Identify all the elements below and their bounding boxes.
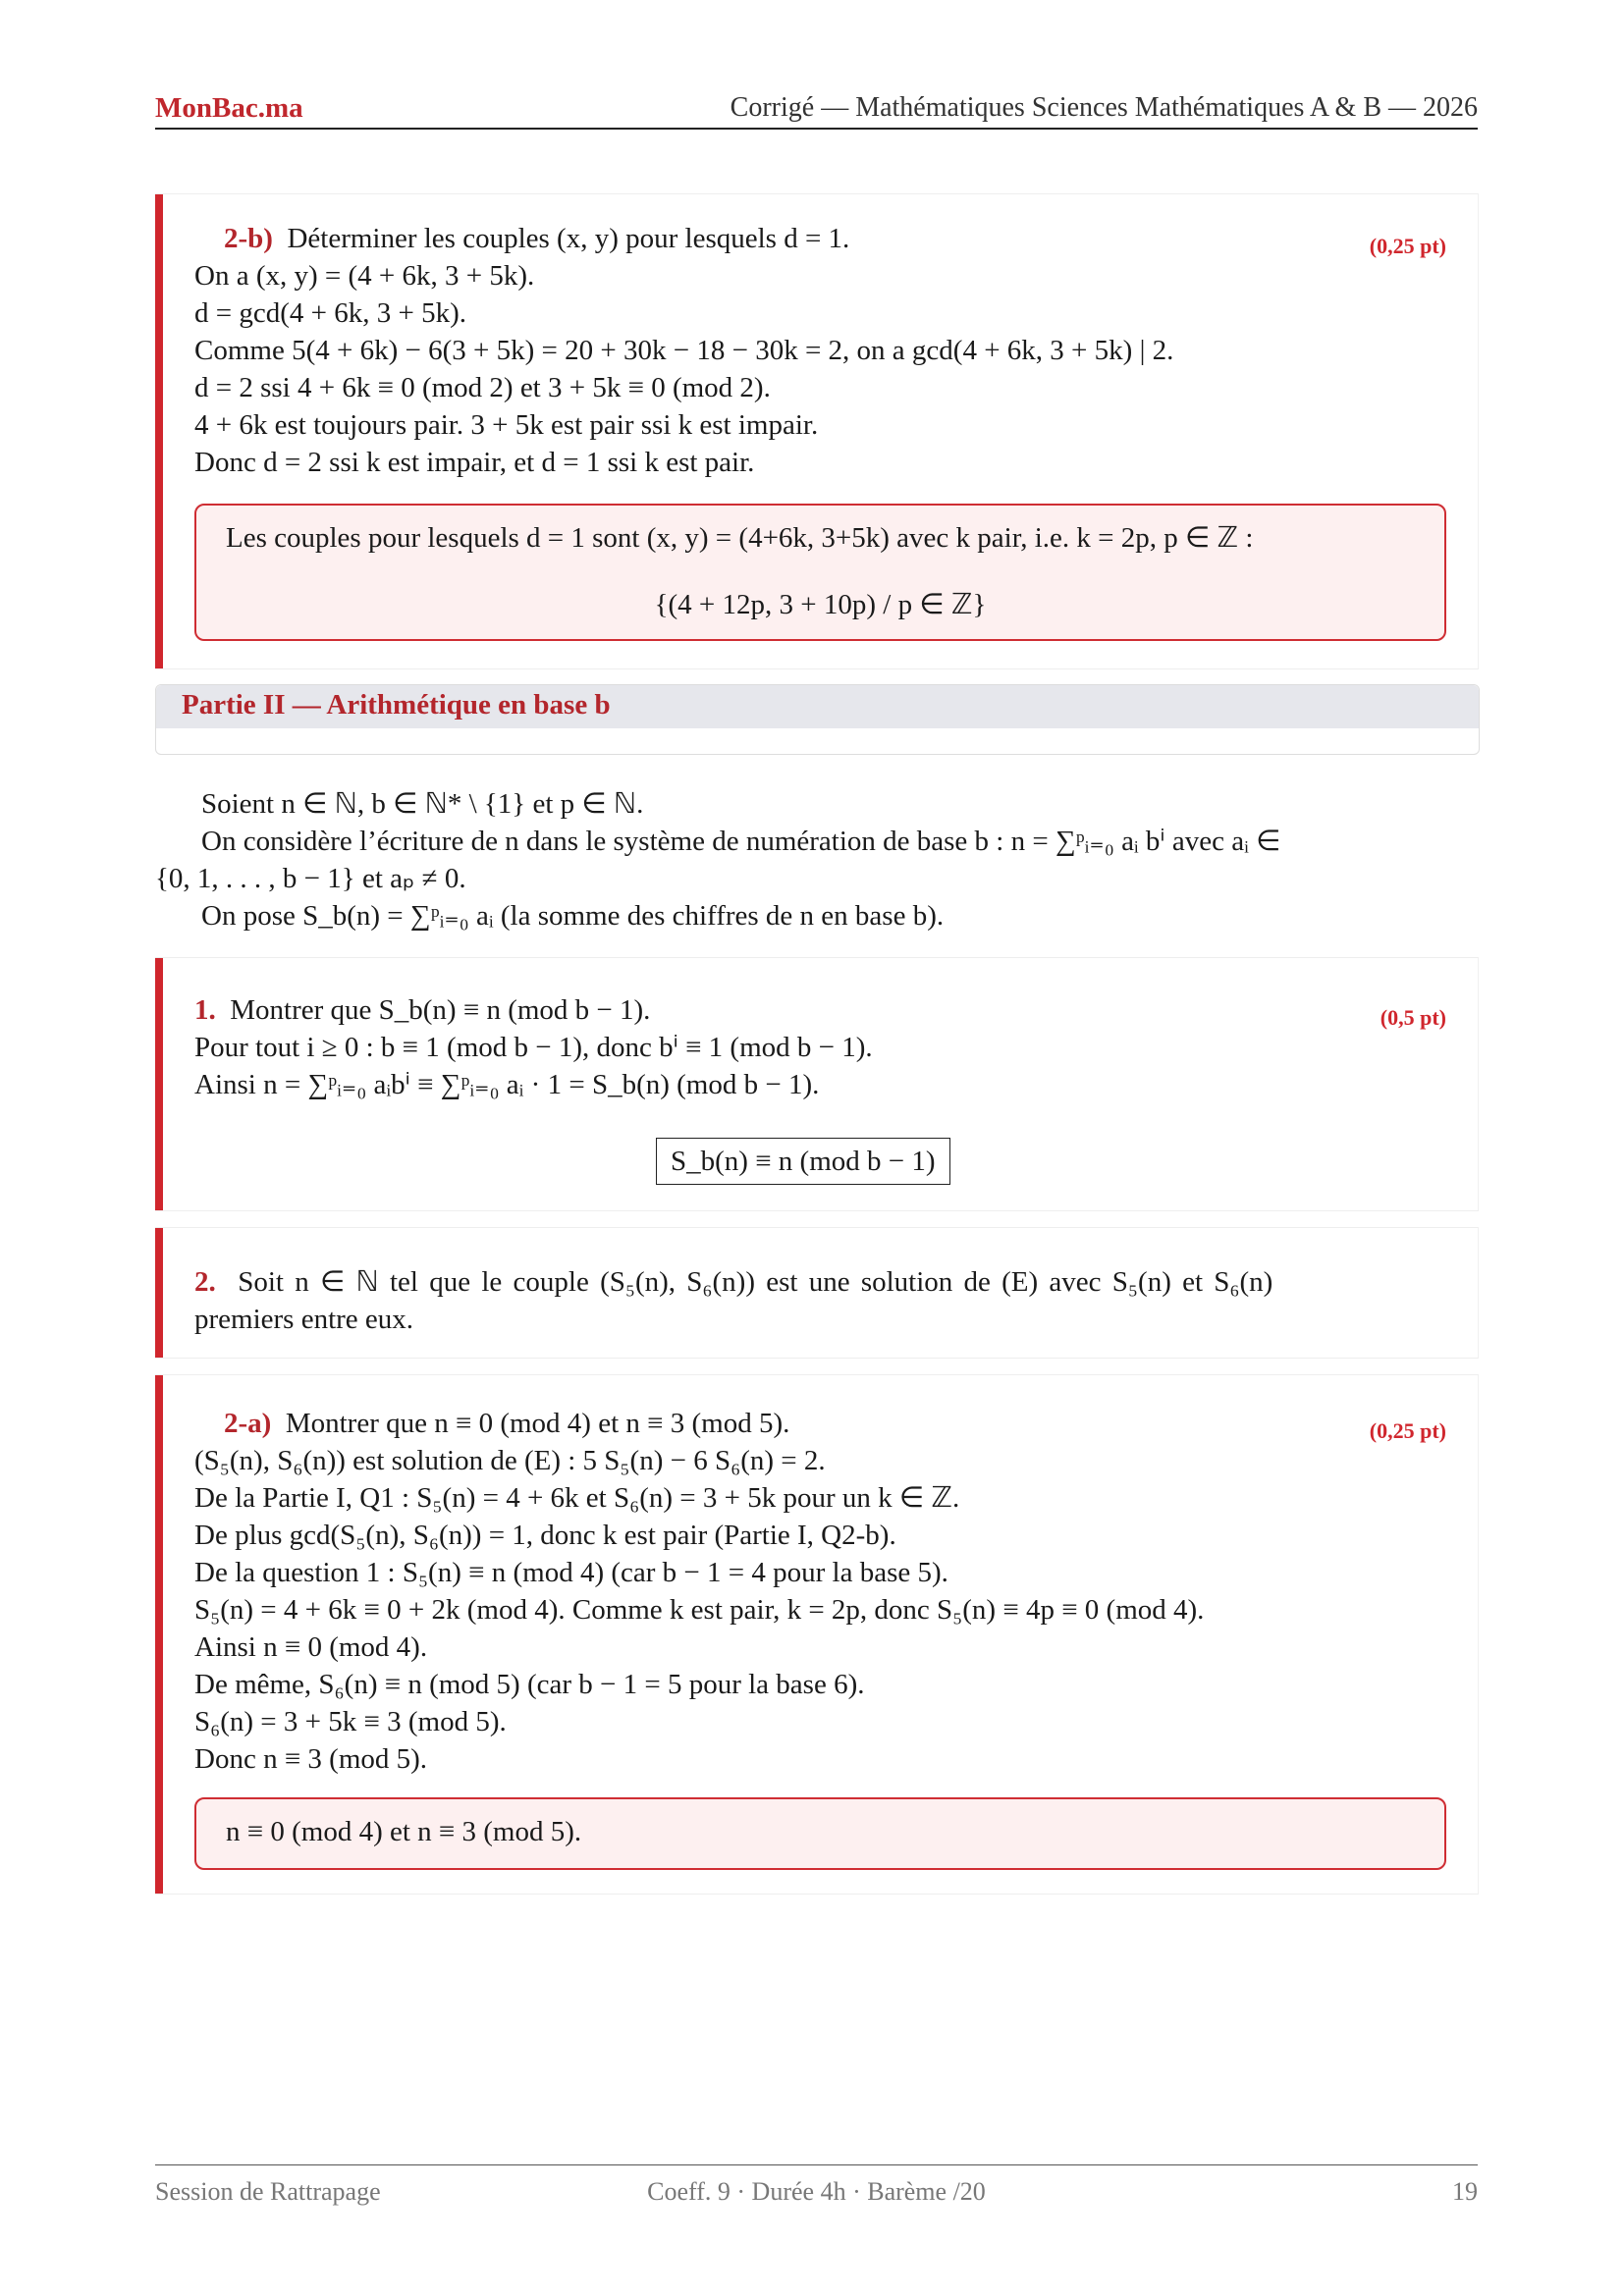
question-label: 2-a) xyxy=(224,1408,272,1439)
result-line: n ≡ 0 (mod 4) et n ≡ 3 (mod 5). xyxy=(226,1816,582,1847)
intro-line: {0, 1, . . . , b − 1} et aₚ ≠ 0. xyxy=(155,863,466,894)
points-badge: (0,5 pt) xyxy=(1380,1005,1446,1030)
accent-bar xyxy=(155,958,163,1210)
question-statement: Montrer que n ≡ 0 (mod 4) et n ≡ 3 (mod 5). xyxy=(285,1408,790,1439)
question-2b-heading xyxy=(224,220,849,257)
question-label: 2-b) xyxy=(224,223,273,254)
answer-line: De la Partie I, Q1 : S₅(n) = 4 + 6k et S₆(n) = 3 + 5k pour un k ∈ ℤ. xyxy=(194,1482,960,1514)
answer-line: De la question 1 : S₅(n) ≡ n (mod 4) (car b − 1 = 4 pour la base 5). xyxy=(194,1557,948,1588)
answer-line: Pour tout i ≥ 0 : b ≡ 1 (mod b − 1), donc bⁱ ≡ 1 (mod b − 1). xyxy=(194,1032,873,1063)
footer-info: Coeff. 9 · Durée 4h · Barème /20 xyxy=(647,2177,986,2206)
question-2-block xyxy=(155,1227,1479,1359)
page-number: 19 xyxy=(1452,2177,1478,2206)
answer-line: Ainsi n ≡ 0 (mod 4). xyxy=(194,1631,428,1663)
question-2-heading xyxy=(194,1263,1272,1301)
answer-line: On a (x, y) = (4 + 6k, 3 + 5k). xyxy=(194,260,535,292)
answer-line: De même, S₆(n) ≡ n (mod 5) (car b − 1 = 5 pour la base 6). xyxy=(194,1669,865,1700)
accent-bar xyxy=(155,194,163,668)
question-1-block xyxy=(155,957,1479,1211)
header-subject: Corrigé — Mathématiques Sciences Mathématiques A & B — 2026 xyxy=(730,92,1478,123)
question-statement: Déterminer les couples (x, y) pour lesquels d = 1. xyxy=(287,223,850,254)
intro-line: On pose S_b(n) = ∑ᵖᵢ₌₀ aᵢ (la somme des chiffres de n en base b). xyxy=(201,900,945,932)
answer-line: Ainsi n = ∑ᵖᵢ₌₀ aᵢbⁱ ≡ ∑ᵖᵢ₌₀ aᵢ · 1 = S_b(n) (mod b − 1). xyxy=(194,1069,820,1100)
answer-line: Comme 5(4 + 6k) − 6(3 + 5k) = 20 + 30k − 18 − 30k = 2, on a gcd(4 + 6k, 3 + 5k) | 2. xyxy=(194,335,1174,366)
intro-line: Soient n ∈ ℕ, b ∈ ℕ* \ {1} et p ∈ ℕ. xyxy=(201,788,644,820)
result-box xyxy=(194,504,1446,641)
answer-line: (S₅(n), S₆(n)) est solution de (E) : 5 S₅(n) − 6 S₆(n) = 2. xyxy=(194,1445,826,1476)
footer-session: Session de Rattrapage xyxy=(155,2177,381,2206)
intro-line: On considère l’écriture de n dans le système de numération de base b : n = ∑ᵖᵢ₌₀ aᵢ bⁱ avec aᵢ ∈ xyxy=(201,826,1281,857)
answer-line: S₆(n) = 3 + 5k ≡ 3 (mod 5). xyxy=(194,1706,507,1737)
section-title: Partie II — Arithmétique en base b xyxy=(182,689,611,721)
page-footer xyxy=(155,2164,1478,2215)
points-badge: (0,25 pt) xyxy=(1369,234,1446,258)
accent-bar xyxy=(155,1375,163,1894)
question-statement: Soit n ∈ ℕ tel que le couple (S₅(n), S₆(n)) est une solution de (E) avec S₅(n) et S₆(n) xyxy=(238,1266,1273,1298)
page-header xyxy=(155,90,1478,130)
answer-line: S₅(n) = 4 + 6k ≡ 0 + 2k (mod 4). Comme k est pair, k = 2p, donc S₅(n) ≡ 4p ≡ 0 (mod 4). xyxy=(194,1594,1205,1626)
result-box xyxy=(194,1797,1446,1870)
points-badge: (0,25 pt) xyxy=(1369,1418,1446,1443)
question-statement-cont: premiers entre eux. xyxy=(194,1304,414,1335)
question-label: 1. xyxy=(194,994,216,1026)
answer-line: Donc n ≡ 3 (mod 5). xyxy=(194,1743,428,1775)
boxed-result: S_b(n) ≡ n (mod b − 1) xyxy=(656,1138,950,1185)
result-set: {(4 + 12p, 3 + 10p) / p ∈ ℤ} xyxy=(654,589,987,620)
question-2b-block xyxy=(155,193,1479,669)
result-line: Les couples pour lesquels d = 1 sont (x, y) = (4+6k, 3+5k) avec k pair, i.e. k = 2p, p ∈ ℤ : xyxy=(226,522,1254,554)
answer-line: d = gcd(4 + 6k, 3 + 5k). xyxy=(194,297,467,329)
question-1-heading xyxy=(194,991,650,1029)
accent-bar xyxy=(155,1228,163,1358)
answer-line: 4 + 6k est toujours pair. 3 + 5k est pair ssi k est impair. xyxy=(194,409,819,441)
answer-line: De plus gcd(S₅(n), S₆(n)) = 1, donc k est pair (Partie I, Q2-b). xyxy=(194,1520,896,1551)
question-statement: Montrer que S_b(n) ≡ n (mod b − 1). xyxy=(230,994,651,1026)
answer-line: d = 2 ssi 4 + 6k ≡ 0 (mod 2) et 3 + 5k ≡ 0 (mod 2). xyxy=(194,372,771,403)
question-2a-heading xyxy=(224,1405,789,1442)
brand-logo-text[interactable]: MonBac.ma xyxy=(155,92,303,124)
question-2a-block xyxy=(155,1374,1479,1895)
question-label: 2. xyxy=(194,1266,216,1298)
answer-line: Donc d = 2 ssi k est impair, et d = 1 ssi k est pair. xyxy=(194,447,755,478)
section-header xyxy=(155,684,1480,755)
